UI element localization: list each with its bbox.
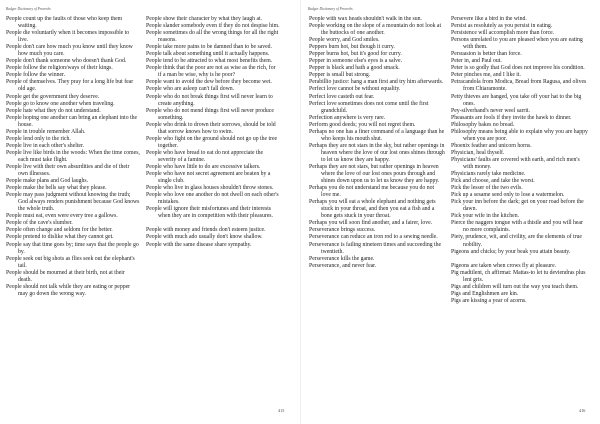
proverb-entry: Perseverance, and never fear.	[309, 262, 377, 269]
proverb-entry: Perhaps you do not understand me because you do not love me.	[309, 185, 435, 199]
proverb-entry: Perfect love casteth out fear.	[309, 93, 375, 100]
proverb-entry: People think that the poor are not as wise as the rich, for if a man be wise, why is he poor?	[146, 65, 276, 79]
proverb-entry: People want to avoid the dew before they become wet.	[146, 79, 272, 86]
proverb-entry: Peter in, and Paul out.	[451, 58, 502, 65]
proverb-entry: People follow the winner.	[6, 72, 66, 79]
proverb-entry: People take more pains to be damned than to be saved.	[146, 44, 272, 51]
proverb-entry: Pepper is small but strong.	[309, 72, 371, 79]
right-page-body	[301, 16, 600, 406]
proverb-entry: Perhaps you will soon find another, and a fairer, love.	[309, 220, 433, 227]
proverb-entry: People don't thank someone who doesn't thank God.	[6, 58, 127, 65]
proverb-list	[309, 16, 445, 270]
proverb-entry: Persuasion is better than force.	[451, 51, 522, 58]
proverb-entry: People with wax heads shouldn't walk in the sun.	[309, 16, 422, 22]
proverb-entry: Perfect love sometimes does not come until the first grandchild.	[309, 100, 429, 114]
proverb-entry: People with much ado usually don't know shallow.	[146, 234, 263, 241]
proverb-entry: Petty thieves are hanged, you take off your hat to the big ones.	[451, 93, 582, 107]
proverb-entry: Physicians' faults are covered with earth, and rich men's with money.	[451, 156, 580, 170]
proverb-entry: People slander somebody even if they do not despise him.	[146, 23, 280, 30]
proverb-entry: People hate what they do not understand.	[6, 107, 101, 114]
proverb-entry: Pigeons and chicks; by your beak you attain beauty.	[451, 248, 571, 255]
proverb-entry: People with money and friends don't esteem justice.	[146, 227, 266, 234]
proverb-entry: People who are asleep can't fall down.	[146, 86, 235, 93]
proverb-entry: Persevere like a bird in the wind.	[451, 16, 527, 22]
proverb-entry: Perhaps no one has a finer command of a language than he who keeps his mouth shut.	[309, 128, 445, 142]
proverb-entry: People make the bells say what they please.	[6, 185, 107, 192]
proverb-entry: Peppers burn hot, but though it curry.	[309, 44, 395, 51]
proverb-entry: Pigeons are taken when crows fly at pleasure.	[451, 262, 557, 269]
proverb-entry: Pigs are kissing a year of acorns.	[451, 297, 527, 304]
proverb-list	[146, 16, 280, 249]
left-page-column-2	[146, 16, 280, 406]
proverb-entry: People sometimes do all the wrong things for all the right reasons.	[146, 30, 279, 44]
proverb-entry: People lend only to the rich.	[6, 135, 71, 142]
proverb-entry: People who do not break things first will never learn to create anything.	[146, 93, 273, 107]
proverb-entry: People working on the slope of a mountain do not look at the buttocks of one another.	[309, 23, 442, 37]
proverb-entry: Pick and choose, and take the worst.	[451, 178, 535, 185]
proverb-entry: People should not talk while they are eating or pepper may go down the wrong way.	[6, 283, 131, 297]
proverb-entry: People who have bread to eat do not appreciate the severity of a famine.	[146, 149, 264, 163]
proverb-entry: Pigs and children will turn out the way you teach them.	[451, 283, 579, 290]
proverb-entry: Physicians rarely take medicine.	[451, 171, 526, 178]
proverb-entry: Perhaps they are not stars in the sky, but rather openings in heaven where the love of our lost ones shines through to let us know they are happy.	[309, 142, 445, 163]
proverb-entry: People often change and seldom for the better.	[6, 227, 113, 234]
proverb-entry: People must eat, even were every tree a gallows.	[6, 213, 118, 220]
proverb-entry: Pheasants are fools if they invite the hawk to dinner.	[451, 114, 572, 121]
left-page-body	[0, 16, 300, 406]
proverb-entry: People who do not mend things first will never produce something.	[146, 107, 274, 121]
proverb-entry: People talk about something until it actually happens.	[146, 51, 270, 58]
proverb-entry: Perfect love cannot be without equality.	[309, 86, 401, 93]
proverb-entry: Persistence will accomplish more than force.	[451, 30, 555, 37]
right-page	[300, 0, 600, 424]
proverb-entry: Pig madtilent, ch affirmat: Mattas-to let tu deviendras plus lent gris.	[451, 269, 586, 283]
proverb-entry: Pick your wife in the kitchen.	[451, 213, 520, 220]
proverb-entry: Pepper is black and hath a good smack.	[309, 65, 400, 72]
proverb-entry: Peter pinches me, and I like it.	[451, 72, 521, 79]
proverb-entry: Pick your inn before the dark; get on your road before the dawn.	[451, 199, 584, 213]
proverb-entry: Piety, prudence, wit, and civility, are the elements of true nobility.	[451, 234, 582, 248]
proverb-entry: Perhaps you will eat a whole elephant and nothing gets stuck in your throat, and then you eat a fish and a bone gets stuck in your throat.	[309, 199, 436, 220]
proverb-entry: People may pass judgment without knowing the truth; God always renders punishment because God knows the whole truth.	[6, 192, 140, 213]
proverb-entry: People in trouble remember Allah.	[6, 128, 86, 135]
proverb-entry: People who live in glass houses shouldn't throw stones.	[146, 185, 274, 192]
proverb-entry: Persist as resolutely as you persist in eating.	[451, 23, 553, 30]
proverb-entry: People of the cave's slumber.	[6, 220, 73, 227]
proverb-entry: People seek out big shots as flies seek out the elephant's tail.	[6, 255, 135, 269]
proverb-entry: Phoenix feather and unicorn horns.	[451, 142, 532, 149]
proverb-entry: Perform good deeds; you will not regret them.	[309, 121, 416, 128]
proverb-entry: People follow the religion/ways of their kings.	[6, 65, 113, 72]
proverb-entry: People live in each other's shelter.	[6, 142, 84, 149]
proverb-entry: Perseverance kills the game.	[309, 255, 375, 262]
page-number: 416	[579, 408, 586, 413]
proverb-entry: Pick up a sesame seed only to lose a watermelon.	[451, 192, 565, 199]
proverb-entry: People say that time goes by; time says that the people go by.	[6, 241, 139, 255]
proverb-entry: People who have not secret agreement are beaten by a single club.	[146, 171, 271, 185]
proverb-entry: People of themselves. They pray for a long life but fear old age.	[6, 79, 134, 93]
proverb-entry: People will ignore their misfortunes and their interests when they are in competition with their pleasures.	[146, 206, 273, 220]
proverb-entry: People who drink to drown their sorrows, should be told that sorrow knows how to swim.	[146, 121, 276, 135]
proverb-entry: Perfection anywhere is very rare.	[309, 114, 386, 121]
proverb-entry: Philosophy bakes no bread.	[451, 121, 515, 128]
running-head: Badger Dictionary of Proverbs	[6, 7, 51, 11]
proverb-entry: People who love one another do not dwell on each other's mistakes.	[146, 192, 279, 206]
proverb-entry: People die voluntarily when it becomes impossible to live.	[6, 30, 130, 44]
proverb-entry: People tend to be attracted to what most benefits them.	[146, 58, 273, 65]
proverb-entry: Pigs and Englishmen are kin.	[451, 290, 519, 297]
proverb-entry: Perseverance can reduce an iron rod to a sewing needle.	[309, 234, 438, 241]
proverb-entry: People with the same disease share sympathy.	[146, 241, 252, 248]
proverb-entry: Perseverance brings success.	[309, 227, 376, 234]
proverb-entry: People count up the faults of those who keep them waiting.	[6, 16, 123, 30]
right-page-column-1	[309, 16, 445, 406]
proverb-entry: Pick the lesser of the two evils.	[451, 185, 523, 192]
proverb-entry: People hoping one another can bring an elephant into the house.	[6, 114, 138, 128]
proverb-entry: People go to know one another when traveling.	[6, 100, 115, 107]
proverb-entry: Pierce the naggers tongue with a thistle and you will hear no more complaints.	[451, 220, 583, 234]
proverb-entry: Petracandola from Modica, Bread from Ragusa, and olives from Chiaramonte.	[451, 79, 587, 93]
proverb-entry: Pepper in someone else's eyes is a salve.	[309, 58, 403, 65]
proverb-entry: People pretend to dislike what they cannot get.	[6, 234, 114, 241]
proverb-entry: People live like birds in the woods: When the time comes, each must take flight.	[6, 149, 140, 163]
proverb-entry: Pey-silverhand's never weel sarrit.	[451, 107, 530, 114]
left-page-column-1	[6, 16, 140, 406]
proverb-entry: Persons unrelated to you are pleased when you are eating with them.	[451, 37, 583, 51]
proverb-entry: People make plans and God laughs.	[6, 178, 89, 185]
proverb-entry: People show their character by what they laugh at.	[146, 16, 263, 22]
proverb-list	[451, 16, 589, 305]
page-number: 415	[278, 408, 285, 413]
proverb-entry: Philosophy means being able to explain why you are happy when you are poor.	[451, 128, 588, 142]
proverb-entry: People worry, and God smiles.	[309, 37, 380, 44]
proverb-entry: Peter is so godly that God does not improve his condition.	[451, 65, 585, 72]
proverb-entry: Physician, heal thyself.	[451, 149, 505, 156]
proverb-entry: People should be mourned at their birth, not at their death.	[6, 269, 125, 283]
proverb-entry: Perseverance is failing nineteen times and succeeding the twentieth.	[309, 241, 442, 255]
proverb-entry: People get the government they deserve.	[6, 93, 100, 100]
right-page-column-2	[451, 16, 589, 406]
proverb-entry: People who fight on the ground should not go up the tree together.	[146, 135, 278, 149]
running-head: Badger Dictionary of Proverbs	[308, 7, 353, 11]
proverb-entry: Perabillio justice: hang a man first and try him afterwards.	[309, 79, 444, 86]
proverb-entry: Pepper burns hot, but it's good for curry.	[309, 51, 402, 58]
proverb-list	[6, 16, 140, 298]
proverb-entry: People don't care how much you know until they know how much you care.	[6, 44, 133, 58]
proverb-entry: Perhaps they are not stars, but rather openings in heaven where the love of our lost ones pours through and shines down upon us to let us know they are happy.	[309, 163, 440, 185]
proverb-entry: People who have little to do are excessive talkers.	[146, 163, 261, 170]
proverb-entry: People live with their own absurdities and die of their own illnesses.	[6, 163, 130, 178]
